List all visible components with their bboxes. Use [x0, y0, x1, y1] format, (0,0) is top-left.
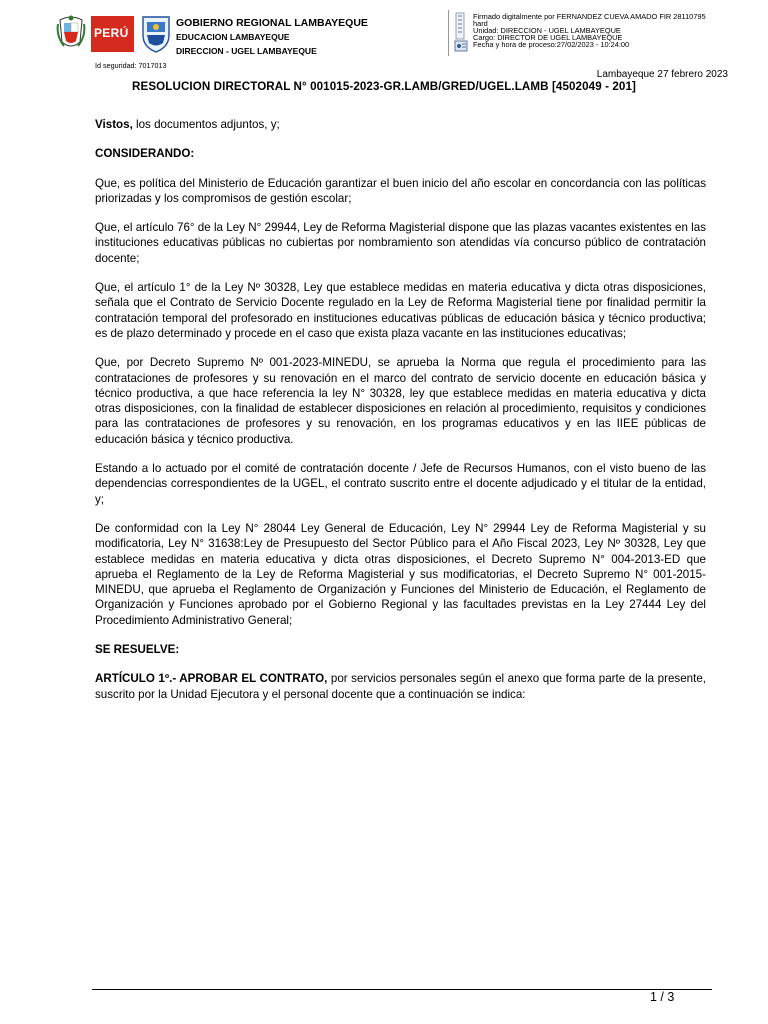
header-directorate: DIRECCION - UGEL LAMBAYEQUE: [176, 46, 317, 56]
signature-device: hard: [473, 19, 488, 28]
page-number: 1 / 3: [650, 990, 675, 1004]
considerando-heading: [95, 146, 706, 161]
peru-label: PERÚ: [94, 26, 129, 40]
body-paragraph: De conformidad con la Ley N° 28044 Ley General de Educación, Ley N° 29944 Ley de Reforma Magisterial y su modificatoria, Ley N° 31638:Ley de Presupuesto del Sector Público para el Año Fiscal 2023, Ley Nº 30328, Ley que establece medidas en materia educativa y dicta otras disposiciones, el Decreto Supremo N° 004-2013-ED que aprueba el Reglamento de la Ley de Reforma Magisterial y sus modificatorias, el Decreto Supremo N° 001-2015-MINEDU, que aprueba el Reglamento de Organización y Funciones del Ministerio de Educación, el Reglamento de Organización y Funciones aprobado por el Gobierno Regional y las facultades previstas en la Ley 27444 Ley del Procedimiento Administrativo General;: [95, 521, 706, 627]
body-paragraph: Que, es política del Ministerio de Educación garantizar el buen inicio del año escolar en concordancia con las políticas priorizadas y los compromisos de gestión escolar;: [95, 176, 706, 205]
certificate-icon: [454, 40, 468, 52]
lambayeque-region-shield-icon: [140, 13, 172, 53]
document-body: [95, 117, 706, 716]
resolution-title: RESOLUCION DIRECTORAL N° 001015-2023-GR.LAMB/GRED/UGEL.LAMB [4502049 - 201]: [132, 80, 636, 93]
header-government-name: GOBIERNO REGIONAL LAMBAYEQUE: [176, 17, 368, 29]
signature-position: Cargo: DIRECTOR DE UGEL LAMBAYEQUE: [473, 33, 623, 42]
article-1-text: por servicios personales según el anexo que forma parte de la presente, suscrito por la Unidad Ejecutora y el personal docente que a continuación se indica:: [95, 672, 706, 701]
peru-brand-badge: [91, 16, 134, 52]
signature-stamp-icon: [453, 12, 467, 40]
vistos-text: los documentos adjuntos, y;: [132, 118, 280, 131]
footer-divider: [92, 989, 712, 990]
considerando-label: CONSIDERANDO:: [95, 147, 195, 161]
body-paragraph: Que, el artículo 76° de la Ley N° 29944, Ley de Reforma Magisterial dispone que las plazas vacantes existentes en las instituciones educativas públicas no cubiertas por nombramiento son atendidas vía concurso público de contratación docente;: [95, 221, 706, 265]
article-1-label: ARTÍCULO 1º.- APROBAR EL CONTRATO,: [95, 672, 328, 686]
se-resuelve-heading: [95, 642, 706, 657]
peru-coat-of-arms-icon: [56, 14, 86, 52]
header-education-office: EDUCACION LAMBAYEQUE: [176, 32, 290, 42]
vistos-label: Vistos,: [95, 118, 133, 131]
se-resuelve-label: SE RESUELVE:: [95, 643, 180, 657]
article-1-paragraph: [95, 671, 706, 702]
body-paragraph: Que, el artículo 1° de la Ley Nº 30328, Ley que establece medidas en materia educativa y dicta otras disposiciones, señala que el Contrato de Servicio Docente regulado en la Ley de Reforma Magisterial tiene por finalidad permitir la contratación temporal del profesorado en instituciones educativas públicas de educación básica y técnico productiva; es de plazo determinado y procede en el caso que exista plaza vacante en las instituciones educativas;: [95, 281, 706, 340]
document-date: Lambayeque 27 febrero 2023: [596, 69, 728, 80]
body-paragraph: Estando a lo actuado por el comité de contratación docente / Jefe de Recursos Humanos, con el visto bueno de las dependencias correspondientes de la UGEL, el contrato suscrito entre el docente adjudicado y el titular de la entidad, y;: [95, 462, 706, 506]
signature-signer: Firmado digitalmente por FERNANDEZ CUEVA AMADO FIR 28110795: [473, 12, 706, 21]
signature-timestamp: Fecha y hora de proceso:27/02/2023 - 10:24:00: [473, 40, 630, 49]
signature-unit: Unidad: DIRECCION - UGEL LAMBAYEQUE: [473, 26, 621, 35]
vistos-paragraph: [95, 117, 706, 132]
security-id: Id seguridad: 7017013: [95, 61, 167, 70]
body-paragraph: Que, por Decreto Supremo Nº 001-2023-MINEDU, se aprueba la Norma que regula el procedimiento para las contrataciones de profesores y su renovación en el marco del contrato de servicio docente en educación básica y técnico productiva, a que hace referencia la ley N° 30328, ley que establece medidas en materia educativa y dicta otras disposiciones, con la finalidad de establecer disposiciones en relación al procedimiento, requisitos y condiciones para las contrataciones de profesores y su renovación, en los programas educativos y en las IIEE públicas de educación básica y técnico productiva.: [95, 356, 706, 446]
